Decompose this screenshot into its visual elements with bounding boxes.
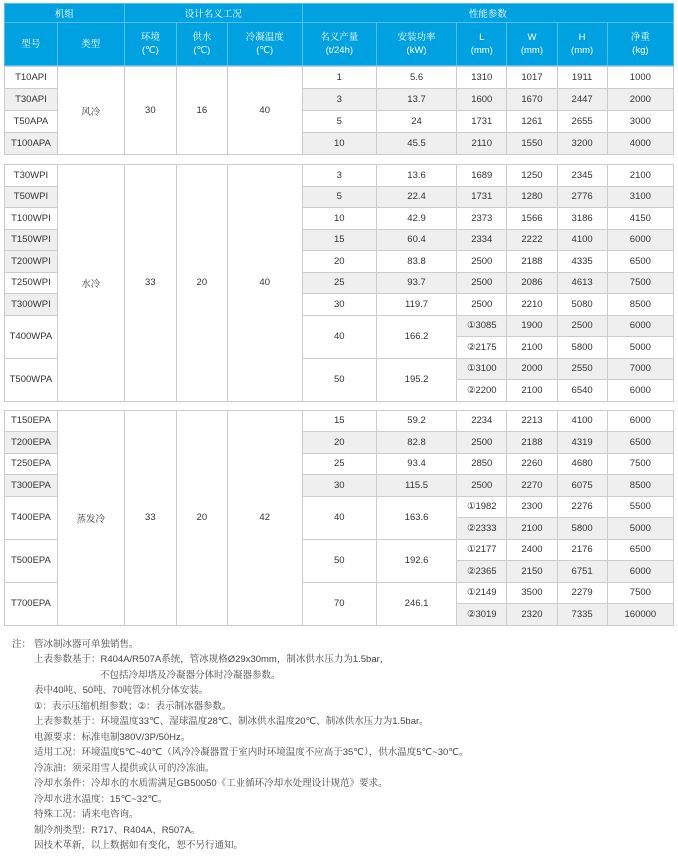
model-cell: T300WPI <box>5 294 58 316</box>
length-cell: ①1982 <box>457 496 507 518</box>
capacity-cell: 20 <box>302 432 376 454</box>
weight-cell: 5500 <box>607 496 673 518</box>
column-unit: (℃) <box>256 45 274 56</box>
column-header <box>5 23 58 66</box>
supply-water-cell: 16 <box>176 67 227 155</box>
height-cell: 2500 <box>557 315 607 337</box>
column-label: 供水 <box>192 32 212 43</box>
notes-lines <box>34 637 674 854</box>
length-cell: 2500 <box>457 272 507 294</box>
weight-cell: 6000 <box>607 229 673 251</box>
table-row <box>5 410 674 432</box>
power-cell: 24 <box>376 111 456 133</box>
column-header <box>302 23 376 66</box>
type-cell: 水冷 <box>57 165 124 402</box>
width-cell: 2100 <box>507 380 557 402</box>
capacity-cell: 70 <box>302 582 376 625</box>
power-cell: 82.8 <box>376 432 456 454</box>
column-header <box>57 23 124 66</box>
ambient-temp-cell: 33 <box>124 165 176 402</box>
column-label: 型号 <box>21 38 41 50</box>
column-header <box>227 23 302 66</box>
column-label: H <box>578 32 586 43</box>
model-cell: T50APA <box>5 111 58 133</box>
capacity-cell: 10 <box>302 133 376 155</box>
column-label: 净重 <box>630 32 650 43</box>
note-line: 表中40吨、50吨、70吨管冰机分体安装。 <box>34 685 209 696</box>
model-cell: T30API <box>5 89 58 111</box>
height-cell: 5080 <box>557 294 607 316</box>
spec-block-table <box>4 410 674 626</box>
weight-cell: 6000 <box>607 380 673 402</box>
width-cell: 2150 <box>507 561 557 583</box>
length-cell: ②2333 <box>457 518 507 540</box>
height-cell: 4319 <box>557 432 607 454</box>
weight-cell: 8500 <box>607 475 673 497</box>
column-label: 类型 <box>81 38 101 50</box>
condensing-temp-cell: 40 <box>227 67 302 155</box>
ambient-temp-cell: 33 <box>124 410 176 625</box>
height-cell: 2776 <box>557 186 607 208</box>
capacity-cell: 25 <box>302 272 376 294</box>
power-cell: 59.2 <box>376 410 456 432</box>
weight-cell: 2100 <box>607 165 673 187</box>
column-header <box>557 23 607 66</box>
length-cell: 2500 <box>457 432 507 454</box>
width-cell: 2086 <box>507 272 557 294</box>
column-label: 安装功率 <box>397 32 436 43</box>
power-cell: 192.6 <box>376 539 456 582</box>
capacity-cell: 3 <box>302 89 376 111</box>
column-unit: (℃) <box>193 45 211 56</box>
capacity-cell: 40 <box>302 496 376 539</box>
power-cell: 163.6 <box>376 496 456 539</box>
power-cell: 195.2 <box>376 358 456 401</box>
width-cell: 1550 <box>507 133 557 155</box>
note-line: 适用工况：环境温度5℃~40℃（风冷冷凝器置于室内时环境温度不应高于35℃），供水温度5℃~30℃。 <box>34 747 469 758</box>
capacity-cell: 5 <box>302 111 376 133</box>
weight-cell: 1000 <box>607 67 673 89</box>
note-line: 特殊工况：请来电咨询。 <box>34 809 139 820</box>
length-cell: 2110 <box>457 133 507 155</box>
length-cell: 1731 <box>457 111 507 133</box>
height-cell: 2447 <box>557 89 607 111</box>
weight-cell: 7500 <box>607 453 673 475</box>
column-header <box>376 23 456 66</box>
model-cell: T150WPI <box>5 229 58 251</box>
height-cell: 6540 <box>557 380 607 402</box>
length-cell: 2334 <box>457 229 507 251</box>
height-cell: 3186 <box>557 208 607 230</box>
model-cell: T200WPI <box>5 251 58 273</box>
height-cell: 4100 <box>557 229 607 251</box>
header-group: 机组 <box>5 4 125 23</box>
model-cell: T250WPI <box>5 272 58 294</box>
height-cell: 2176 <box>557 539 607 561</box>
model-cell: T700EPA <box>5 582 58 625</box>
length-cell: 2234 <box>457 410 507 432</box>
ambient-temp-cell: 30 <box>124 67 176 155</box>
height-cell: 3200 <box>557 133 607 155</box>
power-cell: 93.7 <box>376 272 456 294</box>
model-cell: T10API <box>5 67 58 89</box>
column-unit: (kg) <box>632 45 649 56</box>
capacity-cell: 50 <box>302 539 376 582</box>
column-header <box>507 23 557 66</box>
capacity-cell: 30 <box>302 294 376 316</box>
height-cell: 6075 <box>557 475 607 497</box>
header-group-row <box>5 4 674 23</box>
note-line: 上表参数基于：R404A/R507A系统，管冰规格Ø29x30mm，制冰供水压力为1.5bar， <box>34 654 390 665</box>
length-cell: ②2175 <box>457 337 507 359</box>
model-cell: T150EPA <box>5 410 58 432</box>
power-cell: 5.6 <box>376 67 456 89</box>
power-cell: 83.8 <box>376 251 456 273</box>
weight-cell: 160000 <box>607 604 673 626</box>
width-cell: 2400 <box>507 539 557 561</box>
column-label: 名义产量 <box>320 32 359 43</box>
model-cell: T200EPA <box>5 432 58 454</box>
weight-cell: 8500 <box>607 294 673 316</box>
note-line: 冷冻油：须采用雪人提供或认可的冷冻油。 <box>34 762 215 774</box>
height-cell: 4613 <box>557 272 607 294</box>
weight-cell: 7500 <box>607 582 673 604</box>
capacity-cell: 3 <box>302 165 376 187</box>
weight-cell: 6500 <box>607 432 673 454</box>
capacity-cell: 40 <box>302 315 376 358</box>
capacity-cell: 30 <box>302 475 376 497</box>
power-cell: 93.4 <box>376 453 456 475</box>
weight-cell: 3000 <box>607 111 673 133</box>
column-unit: (kW) <box>406 45 427 56</box>
note-line: 因技术革新，以上数据如有变化，恕不另行通知。 <box>34 840 244 851</box>
weight-cell: 6500 <box>607 539 673 561</box>
power-cell: 166.2 <box>376 315 456 358</box>
width-cell: 1017 <box>507 67 557 89</box>
width-cell: 1566 <box>507 208 557 230</box>
weight-cell: 6000 <box>607 561 673 583</box>
model-cell: T250EPA <box>5 453 58 475</box>
width-cell: 1280 <box>507 186 557 208</box>
column-label: W <box>527 32 537 43</box>
power-cell: 13.6 <box>376 165 456 187</box>
capacity-cell: 10 <box>302 208 376 230</box>
spec-block-table <box>4 66 674 155</box>
blocks-container <box>4 66 674 626</box>
width-cell: 2222 <box>507 229 557 251</box>
note-line: 不包括冷却塔及冷凝器分体时冷凝器参数。 <box>100 669 281 681</box>
width-cell: 2100 <box>507 337 557 359</box>
weight-cell: 7500 <box>607 272 673 294</box>
capacity-cell: 5 <box>302 186 376 208</box>
weight-cell: 4000 <box>607 133 673 155</box>
power-cell: 22.4 <box>376 186 456 208</box>
height-cell: 2655 <box>557 111 607 133</box>
notes-section <box>4 637 674 854</box>
weight-cell: 3100 <box>607 186 673 208</box>
length-cell: 2500 <box>457 475 507 497</box>
capacity-cell: 50 <box>302 358 376 401</box>
spec-block-table <box>4 164 674 402</box>
height-cell: 2279 <box>557 582 607 604</box>
width-cell: 2320 <box>507 604 557 626</box>
model-cell: T300EPA <box>5 475 58 497</box>
width-cell: 2300 <box>507 496 557 518</box>
length-cell: 1310 <box>457 67 507 89</box>
width-cell: 2210 <box>507 294 557 316</box>
height-cell: 7335 <box>557 604 607 626</box>
power-cell: 119.7 <box>376 294 456 316</box>
length-cell: ①3100 <box>457 358 507 380</box>
column-unit: (mm) <box>470 45 493 56</box>
note-line: 冷却水进水温度：15℃~32℃。 <box>34 793 168 805</box>
length-cell: ②3019 <box>457 604 507 626</box>
column-label: 冷凝温度 <box>245 32 284 43</box>
model-cell: T30WPI <box>5 165 58 187</box>
notes-label: 注： <box>12 638 32 650</box>
length-cell: 1600 <box>457 89 507 111</box>
height-cell: 1911 <box>557 67 607 89</box>
header-group: 设计名义工况 <box>124 4 302 23</box>
height-cell: 5800 <box>557 518 607 540</box>
width-cell: 3500 <box>507 582 557 604</box>
weight-cell: 6500 <box>607 251 673 273</box>
power-cell: 246.1 <box>376 582 456 625</box>
weight-cell: 5000 <box>607 518 673 540</box>
column-header <box>607 23 673 66</box>
weight-cell: 4150 <box>607 208 673 230</box>
length-cell: ②2365 <box>457 561 507 583</box>
capacity-cell: 1 <box>302 67 376 89</box>
length-cell: ①3085 <box>457 315 507 337</box>
width-cell: 2260 <box>507 453 557 475</box>
spec-header-table <box>4 3 674 66</box>
width-cell: 2270 <box>507 475 557 497</box>
height-cell: 2276 <box>557 496 607 518</box>
type-cell: 风冷 <box>57 67 124 155</box>
table-row <box>5 165 674 187</box>
condensing-temp-cell: 42 <box>227 410 302 625</box>
power-cell: 45.5 <box>376 133 456 155</box>
power-cell: 60.4 <box>376 229 456 251</box>
weight-cell: 5000 <box>607 337 673 359</box>
supply-water-cell: 20 <box>176 165 227 402</box>
height-cell: 4335 <box>557 251 607 273</box>
column-unit: (t/24h) <box>325 45 354 56</box>
width-cell: 2188 <box>507 432 557 454</box>
header-column-row <box>5 23 674 66</box>
height-cell: 2550 <box>557 358 607 380</box>
column-unit: (mm) <box>520 45 544 56</box>
model-cell: T400WPA <box>5 315 58 358</box>
column-label: L <box>479 32 485 43</box>
note-line: 管冰制冰器可单独销售。 <box>34 638 139 650</box>
model-cell: T500WPA <box>5 358 58 401</box>
table-row <box>5 67 674 89</box>
column-header <box>176 23 227 66</box>
width-cell: 2100 <box>507 518 557 540</box>
length-cell: 2850 <box>457 453 507 475</box>
capacity-cell: 25 <box>302 453 376 475</box>
width-cell: 1900 <box>507 315 557 337</box>
height-cell: 6751 <box>557 561 607 583</box>
column-label: 环境 <box>140 32 160 43</box>
column-unit: (mm) <box>571 45 594 56</box>
power-cell: 115.5 <box>376 475 456 497</box>
height-cell: 2345 <box>557 165 607 187</box>
length-cell: ①2149 <box>457 582 507 604</box>
weight-cell: 6000 <box>607 315 673 337</box>
weight-cell: 7000 <box>607 358 673 380</box>
length-cell: 1731 <box>457 186 507 208</box>
width-cell: 2188 <box>507 251 557 273</box>
length-cell: 2500 <box>457 251 507 273</box>
width-cell: 1261 <box>507 111 557 133</box>
width-cell: 2000 <box>507 358 557 380</box>
length-cell: ①2177 <box>457 539 507 561</box>
condensing-temp-cell: 40 <box>227 165 302 402</box>
supply-water-cell: 20 <box>176 410 227 625</box>
weight-cell: 6000 <box>607 410 673 432</box>
capacity-cell: 20 <box>302 251 376 273</box>
header-group: 性能参数 <box>302 4 673 23</box>
weight-cell: 2000 <box>607 89 673 111</box>
note-line: 电源要求：标准电制380V/3P/50Hz。 <box>34 731 191 743</box>
model-cell: T100WPI <box>5 208 58 230</box>
capacity-cell: 15 <box>302 229 376 251</box>
note-line: 制冷剂类型：R717、R404A、R507A。 <box>34 824 201 836</box>
capacity-cell: 15 <box>302 410 376 432</box>
type-cell: 蒸发冷 <box>57 410 124 625</box>
length-cell: 1689 <box>457 165 507 187</box>
column-unit: (℃) <box>141 45 159 56</box>
power-cell: 42.9 <box>376 208 456 230</box>
height-cell: 4680 <box>557 453 607 475</box>
power-cell: 13.7 <box>376 89 456 111</box>
model-cell: T100APA <box>5 133 58 155</box>
width-cell: 1250 <box>507 165 557 187</box>
note-line: 上表参数基于：环境温度33℃、湿球温度28℃、制冰供水温度20℃、制冰供水压力为1.5bar。 <box>34 716 429 727</box>
note-line: 冷却水条件：冷却水的水质需满足GB50050《工业循环冷却水处理设计规范》要求。 <box>34 778 388 789</box>
note-line: ①：表示压缩机组参数；②：表示制冰器参数。 <box>34 700 232 712</box>
model-cell: T400EPA <box>5 496 58 539</box>
length-cell: 2373 <box>457 208 507 230</box>
column-header <box>124 23 176 66</box>
model-cell: T50WPI <box>5 186 58 208</box>
height-cell: 5800 <box>557 337 607 359</box>
length-cell: 2500 <box>457 294 507 316</box>
width-cell: 1670 <box>507 89 557 111</box>
column-header <box>457 23 507 66</box>
width-cell: 2213 <box>507 410 557 432</box>
model-cell: T500EPA <box>5 539 58 582</box>
length-cell: ②2200 <box>457 380 507 402</box>
height-cell: 4100 <box>557 410 607 432</box>
